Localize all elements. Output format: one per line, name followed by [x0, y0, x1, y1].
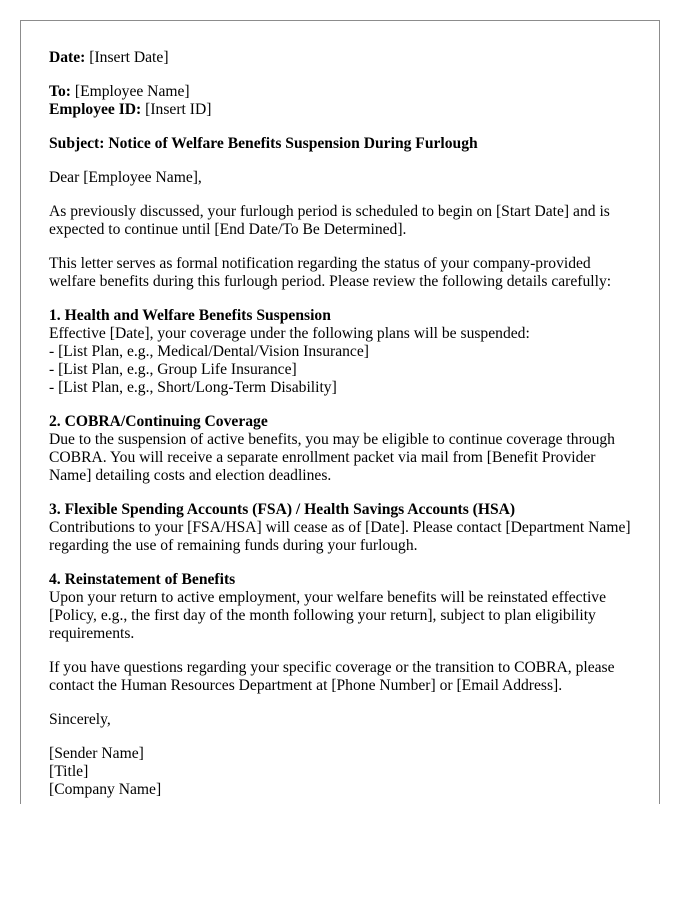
sender-name: [Sender Name] — [49, 745, 144, 762]
list-item: - [List Plan, e.g., Group Life Insurance] — [49, 361, 297, 378]
suspended-plans-list — [49, 343, 631, 397]
intro-paragraph-1: As previously discussed, your furlough period is scheduled to begin on [Start Date] and is expected to continue until [End Date/To Be Determined]. — [49, 203, 610, 238]
signoff: Sincerely, — [49, 711, 111, 728]
section-reinstatement — [49, 571, 631, 643]
recipient-block — [49, 83, 631, 119]
date-value: [Insert Date] — [89, 49, 169, 66]
sender-title: [Title] — [49, 763, 89, 780]
to-label: To: — [49, 83, 71, 100]
greeting: Dear [Employee Name], — [49, 169, 202, 186]
employee-id-label: Employee ID: — [49, 101, 142, 118]
section-text: Contributions to your [FSA/HSA] will cease as of [Date]. Please contact [Department Name] regarding the use of remaining funds during your furlough. — [49, 519, 631, 554]
company-name: [Company Name] — [49, 781, 162, 798]
to-value: [Employee Name] — [74, 83, 190, 100]
subject-line: Subject: Notice of Welfare Benefits Suspension During Furlough — [49, 135, 478, 152]
to-line — [49, 83, 631, 101]
intro-paragraph-2: This letter serves as formal notification regarding the status of your company-provided welfare benefits during this furlough period. Please review the following details carefully: — [49, 255, 612, 290]
section-text: Due to the suspension of active benefits, you may be eligible to continue coverage through COBRA. You will receive a separate enrollment packet via mail from [Benefit Provider Name] detailing costs and election deadlines. — [49, 431, 615, 484]
closing-paragraph: If you have questions regarding your specific coverage or the transition to COBRA, please contact the Human Resources Department at [Phone Number] or [Email Address]. — [49, 659, 615, 694]
employee-id-value: [Insert ID] — [145, 101, 212, 118]
signature-block — [49, 745, 631, 799]
section-heading: 1. Health and Welfare Benefits Suspension — [49, 307, 331, 324]
date-label: Date: — [49, 49, 86, 66]
section-health-benefits — [49, 307, 631, 397]
section-text: Effective [Date], your coverage under the following plans will be suspended: — [49, 325, 530, 342]
date-line — [49, 49, 631, 67]
section-cobra — [49, 413, 631, 485]
section-fsa-hsa — [49, 501, 631, 555]
section-heading: 4. Reinstatement of Benefits — [49, 571, 236, 588]
letter-page — [20, 20, 660, 804]
section-text: Upon your return to active employment, your welfare benefits will be reinstated effective [Policy, e.g., the first day of the month following your return], subject to plan eligibility requirements. — [49, 589, 606, 642]
employee-id-line — [49, 101, 631, 119]
section-heading: 3. Flexible Spending Accounts (FSA) / Health Savings Accounts (HSA) — [49, 501, 516, 518]
list-item: - [List Plan, e.g., Medical/Dental/Vision Insurance] — [49, 343, 369, 360]
section-heading: 2. COBRA/Continuing Coverage — [49, 413, 268, 430]
list-item: - [List Plan, e.g., Short/Long-Term Disability] — [49, 379, 337, 396]
